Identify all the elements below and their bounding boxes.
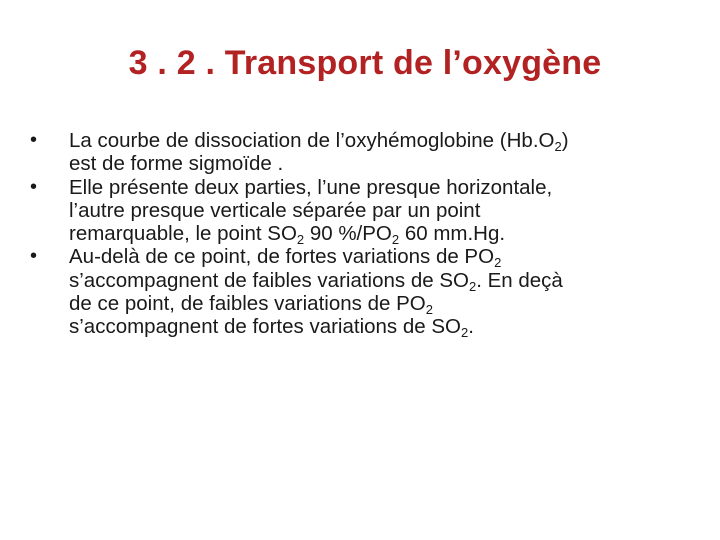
- bullet-icon: •: [30, 245, 38, 268]
- bullet-3-line-1: Au-delà de ce point, de fortes variations de $PO_2$: [69, 245, 502, 271]
- slide-title: 3 . 2 . Transport de l’oxygène: [128, 44, 602, 82]
- bullet-2-line-3: remarquable, le point $SO_2$ 90 $\%/PO_2$ 60 mm.Hg.: [69, 222, 506, 248]
- bullet-icon: •: [30, 175, 38, 198]
- bullet-3-line-2: s’accompagnent de faibles variations de $SO_2$. En deçà: [69, 268, 563, 294]
- bullet-3-line-4: s’accompagnent de fortes variations de $SO_2$.: [69, 315, 474, 341]
- bullet-2-line-2: l’autre presque verticale séparée par un point: [69, 198, 481, 222]
- bullet-list: [30, 129, 710, 339]
- bullet-1-line-2: est de forme sigmoïde .: [69, 152, 284, 176]
- bullet-2-line-1: Elle présente deux parties, l’une presque horizontale,: [69, 175, 553, 199]
- bullet-item-3: [30, 245, 710, 341]
- bullet-3-line-3: de ce point, de faibles variations de $PO_2$: [69, 292, 433, 318]
- bullet-icon: •: [30, 129, 38, 151]
- bullet-1-line-1: La courbe de dissociation de l’oxyhémoglobine $(Hb.O_2)$: [69, 129, 569, 154]
- bullet-item-2: [30, 176, 710, 246]
- bullet-item-1: [30, 129, 710, 176]
